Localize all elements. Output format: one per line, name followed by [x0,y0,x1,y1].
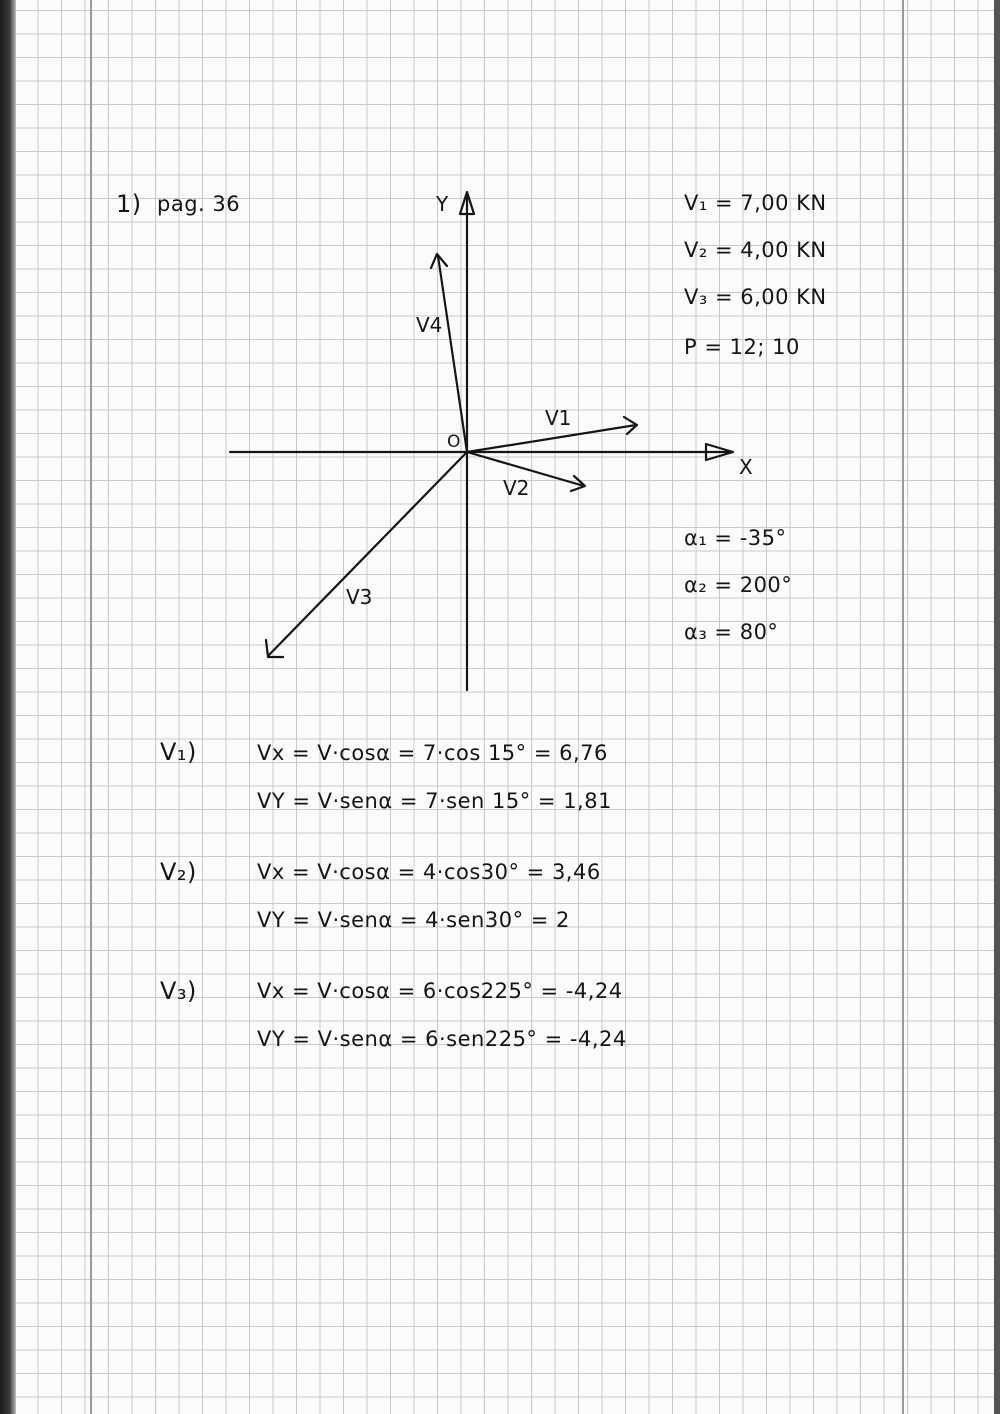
origin-label: O [447,432,461,452]
y-axis-label: Y [436,192,449,216]
angle-1: α₁ = -35° [684,526,787,550]
solution-v2-x: Vx = V·cosα = 4·cos30° = 3,46 [257,860,601,884]
given-v3: V₃ = 6,00 KN [684,285,827,309]
vector-v3 [268,452,467,656]
angle-3: α₃ = 80° [684,620,779,644]
solution-v1-y: VY = V·senα = 7·sen 15° = 1,81 [257,789,612,813]
angle-2: α₂ = 200° [684,573,793,597]
given-point: P = 12; 10 [684,335,800,359]
solution-v3-label: V₃) [160,977,197,1005]
vector-v3-label: V3 [346,585,373,609]
problem-number: 1) [116,190,142,218]
vector-v2-label: V2 [503,476,530,500]
solution-v1-label: V₁) [160,738,197,766]
problem-reference: pag. 36 [157,192,241,216]
vector-v4 [438,256,467,452]
solution-v3-y: VY = V·senα = 6·sen225° = -4,24 [257,1027,627,1051]
vector-v1-label: V1 [545,406,572,430]
solution-v2-label: V₂) [160,858,197,886]
solution-v3-x: Vx = V·cosα = 6·cos225° = -4,24 [257,979,623,1003]
x-axis-label: X [739,455,753,479]
solution-v1-x: Vx = V·cosα = 7·cos 15° = 6,76 [257,741,608,765]
given-v1: V₁ = 7,00 KN [684,191,827,215]
vector-v4-label: V4 [416,313,443,337]
solution-v2-y: VY = V·senα = 4·sen30° = 2 [257,908,570,932]
given-v2: V₂ = 4,00 KN [684,238,827,262]
